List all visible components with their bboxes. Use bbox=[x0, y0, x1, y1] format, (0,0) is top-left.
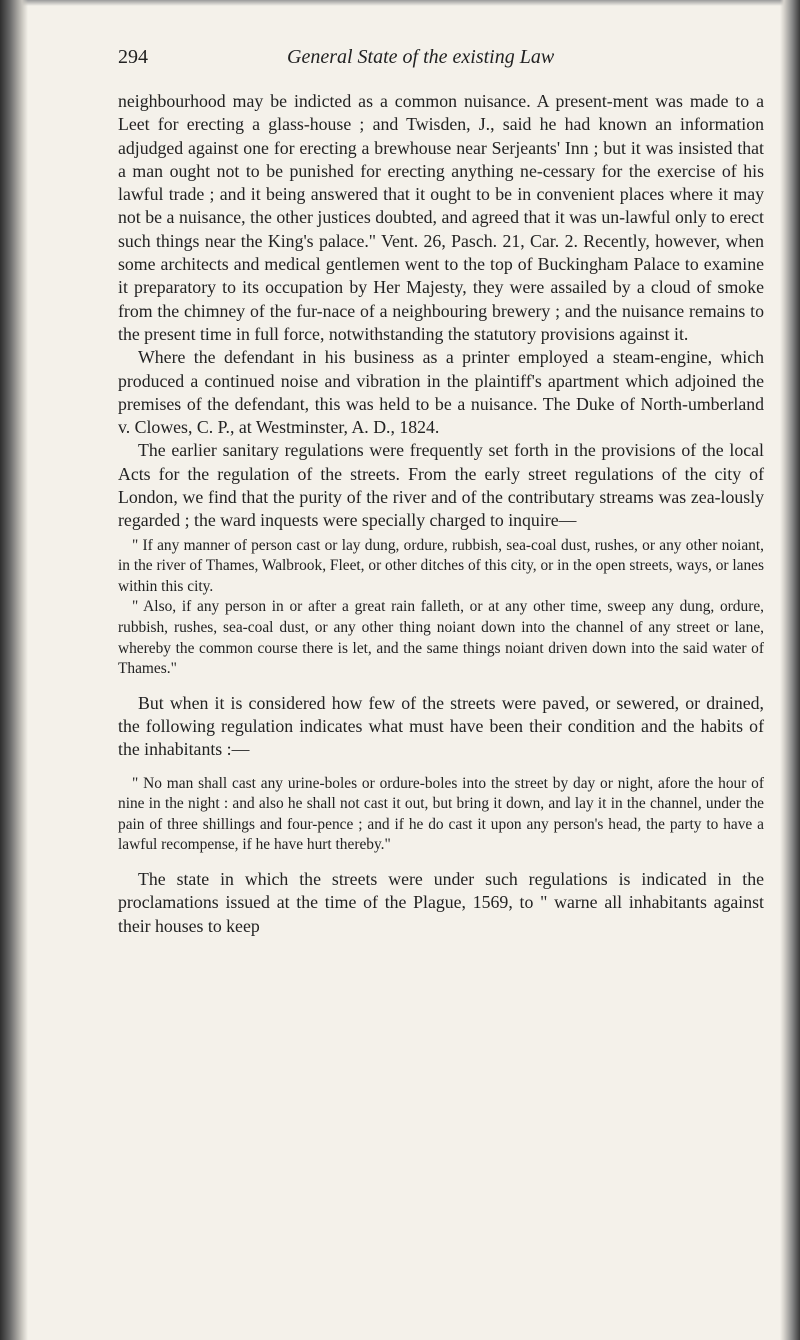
paragraph-steam-engine-case: Where the defendant in his business as a printer employed a steam-engine, which produced a continued noise and vibration in the plaintiff's apartment which adjoined the premises of the defendant, this was held to be a nuisance. The Duke of North-umberland v. Clowes, C. P., at Westminster, A. D., 1824. bbox=[118, 347, 764, 438]
quote-river-thames: " If any manner of person cast or lay dung, ordure, rubbish, sea-coal dust, rushes, or any other noiant, in the river of Thames, Walbrook, Fleet, or other ditches of this city, or in the open streets, ways, or lanes within this city. bbox=[118, 536, 765, 595]
body-text bbox=[118, 90, 764, 938]
page-fore-edge bbox=[780, 0, 800, 1340]
paragraph-plague-proclamations: The state in which the streets were under such regulations is indicated in the proclamations issued at the time of the Plague, 1569, to " warne all inhabitants against their houses to keep bbox=[118, 869, 764, 936]
quote-urine-boles: " No man shall cast any urine-boles or ordure-boles into the street by day or night, afore the hour of nine in the night : and also he shall not cast it out, but bring it down, and lay it in the channel, under the pain of three shillings and four-pence ; and if he do cast it upon any person's head, the party to have a lawful recompense, if he have hurt thereby." bbox=[118, 774, 764, 854]
page-number: 294 bbox=[118, 46, 148, 68]
running-title: General State of the existing Law bbox=[287, 46, 555, 68]
paragraph-sanitary-regulations: The earlier sanitary regulations were frequently set forth in the provisions of the local Acts for the regulation of the streets. From the early street regulations of the city of London, we find that the purity of the river and of the contributary streams was zea-lously regarded ; the ward inquests were specially charged to inquire— bbox=[118, 440, 764, 531]
page-top-shadow bbox=[0, 0, 800, 6]
paragraph-streets-paved: But when it is considered how few of the streets were paved, or sewered, or drained, the following regulation indicates what must have been their condition and the habits of the inhabitants :— bbox=[118, 692, 764, 760]
book-spine-edge bbox=[0, 0, 28, 1340]
paragraph-nuisance-brewhouse: neighbourhood may be indicted as a common nuisance. A present-ment was made to a Leet for erecting a glass-house ; and Twisden, J., said he had known an information adjudged against one for erecting a brewhouse near Serjeants' Inn ; but it was insisted that a man ought not to be punished for erecting anything ne-cessary for the exercise of his lawful trade ; and it being answered that it ought to be in convenient places where it may not be a nuisance, the other justices doubted, and agreed that it was un-lawful only to erect such things near the King's palace." Vent. 26, Pasch. 21, Car. 2. Recently, however, when some architects and medical gentlemen went to the top of Buckingham Palace to examine it preparatory to its occupation by Her Majesty, they were assailed by a cloud of smoke from the chimney of the fur-nace of a neighbouring brewery ; and the nuisance remains to the present time in full force, notwithstanding the statutory provisions against it. bbox=[118, 91, 764, 344]
quote-great-rain: " Also, if any person in or after a great rain falleth, or at any other time, sweep any dung, ordure, rubbish, rushes, sea-coal dust, or any other thing noiant down into the channel of any street or lane, whereby the common course there is let, and the same things noiant driven down into the said water of Thames." bbox=[118, 598, 764, 678]
page-header bbox=[118, 46, 778, 76]
